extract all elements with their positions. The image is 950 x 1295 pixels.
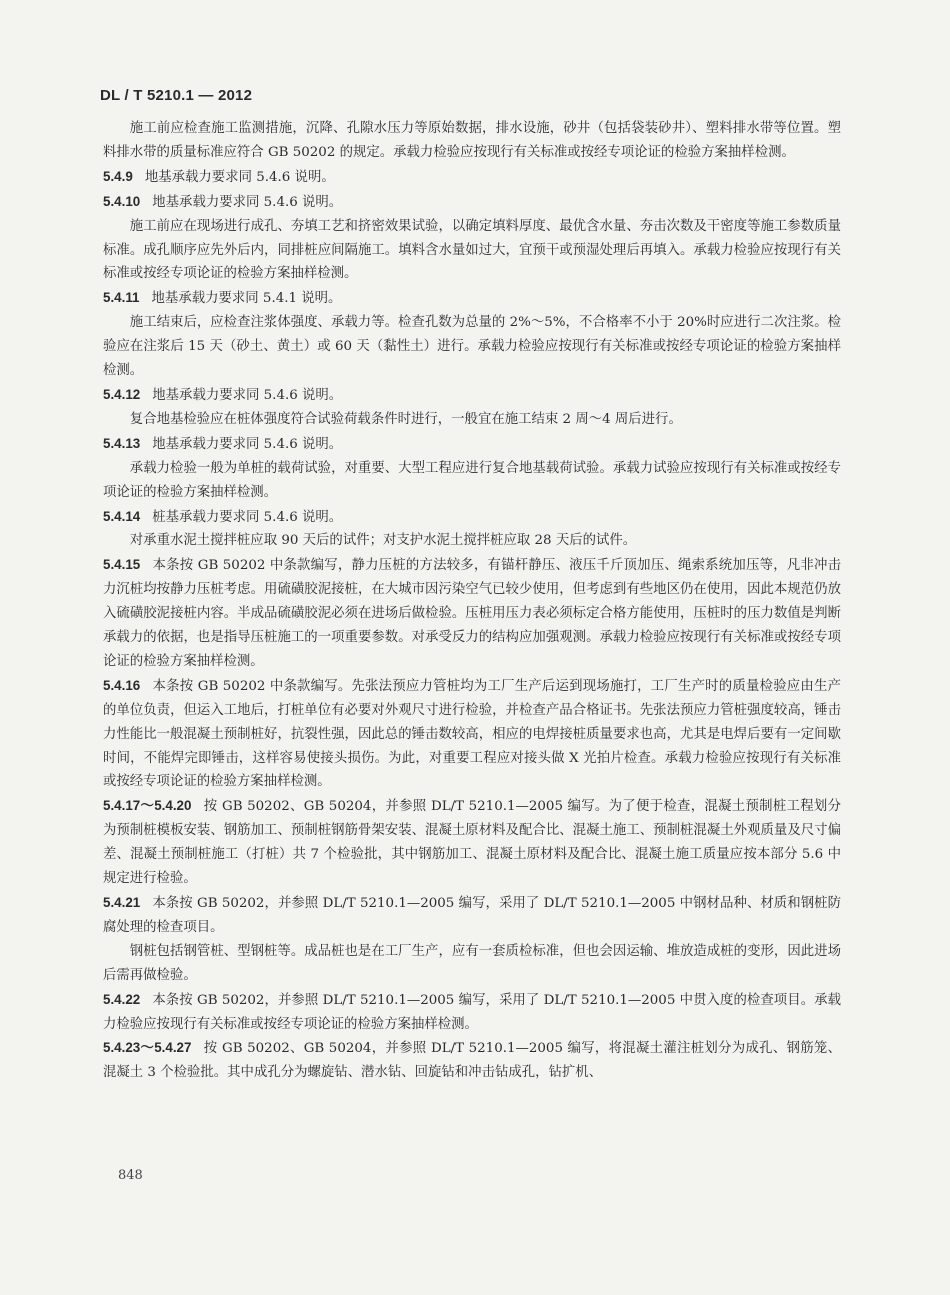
clause-number: 5.4.11	[103, 290, 140, 306]
clause-text: 地基承载力要求同 5.4.6 说明。	[144, 169, 335, 185]
clause-paragraph	[103, 988, 841, 1037]
clause-paragraph	[103, 553, 841, 674]
body-paragraph: 承载力检验一般为单桩的载荷试验，对重要、大型工程应进行复合地基载荷试验。承载力试验应按现行有关标准或按经专项论证的检验方案抽样检测。	[103, 460, 841, 500]
clause-paragraph	[103, 432, 841, 457]
clause-paragraph	[103, 286, 841, 311]
clause-paragraph	[103, 165, 841, 190]
clause-paragraph	[103, 794, 841, 891]
body-paragraph: 对承重水泥土搅拌桩应取 90 天后的试件；对支护水泥土搅拌桩应取 28 天后的试件。	[129, 533, 637, 549]
body-paragraph: 复合地基检验应在桩体强度符合试验荷载条件时进行，一般宜在施工结束 2 周～4 周后进行。	[129, 411, 682, 427]
clause-number: 5.4.10	[103, 193, 141, 209]
clause-text: 本条按 GB 50202，并参照 DL/T 5210.1—2005 编写，采用了 DL/T 5210.1—2005 中贯入度的检查项目。承载力检验应按现行有关标准或按经专项论证的检验方案抽样检测。	[103, 992, 841, 1032]
clause-text: 按 GB 50202、GB 50204，并参照 DL/T 5210.1—2005 编写。为了便于检查，混凝土预制桩工程划分为预制桩模板安装、钢筋加工、预制桩钢筋骨架安装、混凝土原材料及配合比、混凝土施工、预制桩混凝土外观质量及尺寸偏差、混凝土预制桩施工（打桩）共 7 个检验批，其中钢筋加工、混凝土原材料及配合比、混凝土施工质量应按本部分 5.6 中规定进行检验。	[103, 799, 841, 887]
clause-paragraph	[103, 891, 841, 940]
body-paragraph: 施工前应在现场进行成孔、夯填工艺和挤密效果试验，以确定填料厚度、最优含水量、夯击次数及干密度等施工参数质量标准。成孔顺序应先外后内，同排桩应间隔施工。填料含水量如过大，宜预干或预湿处理后再填入。承载力检验应按现行有关标准或按经专项论证的检验方案抽样检测。	[103, 218, 841, 282]
clause-text: 地基承载力要求同 5.4.6 说明。	[152, 436, 343, 452]
clause-paragraph	[103, 383, 841, 408]
clause-paragraph	[103, 505, 841, 530]
body-paragraph: 钢桩包括钢管桩、型钢桩等。成品桩也是在工厂生产，应有一套质检标准，但也会因运输、堆放造成桩的变形，因此进场后需再做检验。	[103, 943, 841, 983]
clause-text: 桩基承载力要求同 5.4.6 说明。	[152, 509, 343, 525]
clause-text: 本条按 GB 50202，并参照 DL/T 5210.1—2005 编写，采用了 DL/T 5210.1—2005 中钢材品种、材质和钢桩防腐处理的检查项目。	[103, 896, 841, 935]
clause-number: 5.4.21	[103, 895, 141, 910]
clause-text: 地基承载力要求同 5.4.6 说明。	[152, 194, 343, 210]
clause-text: 地基承载力要求同 5.4.1 说明。	[151, 291, 342, 307]
clause-text: 按 GB 50202、GB 50204，并参照 DL/T 5210.1—2005 编写，将混凝土灌注桩划分为成孔、钢筋笼、混凝土 3 个检验批。其中成孔分为螺旋钻、潜水钻、回旋钻和冲击钻成孔，钻扩机、	[103, 1041, 841, 1081]
clause-number: 5.4.13	[103, 435, 141, 451]
clause-number: 5.4.14	[103, 508, 141, 524]
clause-text: 地基承载力要求同 5.4.6 说明。	[152, 387, 343, 403]
clause-number: 5.4.23～5.4.27	[103, 1040, 192, 1056]
document-body	[103, 117, 841, 1085]
clause-number: 5.4.16	[103, 677, 141, 693]
body-paragraph: 施工结束后，应检查注浆体强度、承载力等。检查孔数为总量的 2%～5%，不合格率不小于 20%时应进行二次注浆。检验应在注浆后 15 天（砂土、黄土）或 60 天（黏性土）进行。承载力检验应按现行有关标准或按经专项论证的检验方案抽样检测。	[103, 315, 841, 379]
clause-paragraph	[103, 190, 841, 215]
clause-paragraph	[103, 1036, 841, 1085]
clause-number: 5.4.15	[103, 557, 141, 573]
clause-paragraph	[103, 674, 841, 795]
clause-number: 5.4.17～5.4.20	[103, 798, 192, 814]
clause-number: 5.4.9	[103, 168, 133, 184]
body-paragraph: 施工前应检查施工监测措施，沉降、孔隙水压力等原始数据，排水设施，砂井（包括袋装砂井）、塑料排水带等位置。塑料排水带的质量标准应符合 GB 50202 的规定。承载力检验应按现行有关标准或按经专项论证的检验方案抽样检测。	[103, 121, 841, 160]
clause-text: 本条按 GB 50202 中条款编写。先张法预应力管桩均为工厂生产后运到现场施打，工厂生产时的质量检验应由生产的单位负责，但运入工地后，打桩单位有必要对外观尺寸进行检验，并检查产品合格证书。先张法预应力管桩强度较高，锤击力性能比一般混凝土预制桩好，抗裂性强，因此总的锤击数较高，相应的电焊接桩质量要求也高，尤其是电焊后要有一定间歇时间，不能焊完即锤击，这样容易使接头损伤。为此，对重要工程应对接头做 X 光拍片检查。承载力检验应按现行有关标准或按经专项论证的检验方案抽样检测。	[103, 678, 841, 790]
clause-text: 本条按 GB 50202 中条款编写，静力压桩的方法较多，有锚杆静压、液压千斤顶加压、绳索系统加压等，凡非冲击力沉桩均按静力压桩考虑。用硫磺胶泥接桩，在大城市因污染空气已较少使用，但考虑到有些地区仍在使用，因此本规范仍放入硫磺胶泥接桩内容。半成品硫磺胶泥必须在进场后做检验。压桩用压力表必须标定合格方能使用，压桩时的压力数值是判断承载力的依据，也是指导压桩施工的一项重要参数。对承受反力的结构应加强观测。承载力检验应按现行有关标准或按经专项论证的检验方案抽样检测。	[103, 558, 841, 669]
document-number-header: DL / T 5210.1 — 2012	[100, 87, 253, 104]
page-number: 848	[118, 1168, 143, 1183]
clause-number: 5.4.12	[103, 386, 141, 402]
clause-number: 5.4.22	[103, 991, 141, 1007]
